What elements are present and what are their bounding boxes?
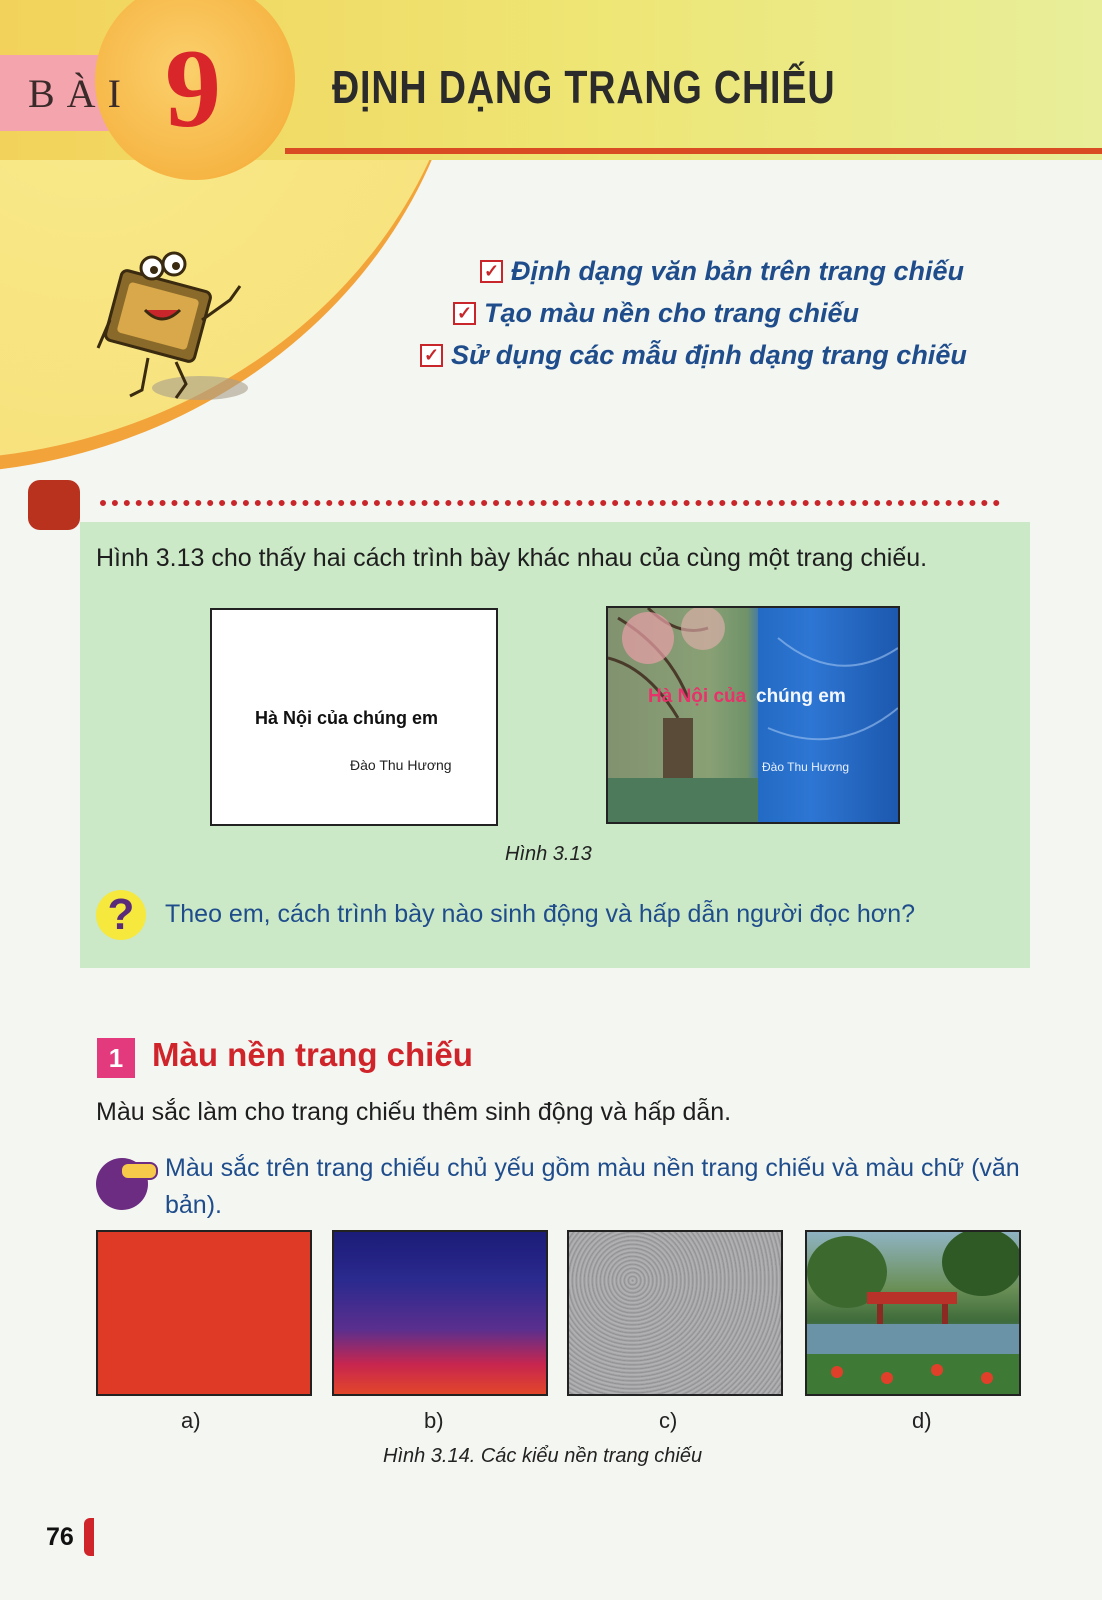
figure-caption: Hình 3.13 [505,843,592,865]
page-number: 76 [46,1523,74,1551]
key-icon [120,1162,158,1180]
thumbnail-label: d) [912,1408,932,1433]
question-text: Theo em, cách trình bày nào sinh động và hấp dẫn người đọc hơn? [165,900,916,928]
lesson-label: BÀI [28,71,133,116]
lesson-number: 9 [165,27,221,151]
page-tab [84,1518,94,1556]
thumbnail-label: c) [659,1408,678,1433]
styled-slide-artwork [608,608,898,822]
styled-slide-title-part2: chúng em [756,686,846,707]
section-title: Màu nền trang chiếu [152,1036,473,1073]
objective-text: Định dạng văn bản trên trang chiếu [511,256,965,286]
header-rule [285,148,1102,154]
lesson-title: ĐỊNH DẠNG TRANG CHIẾU [332,61,836,113]
thumbnail-label: b) [424,1408,444,1433]
plain-slide-title: Hà Nội của chúng em [255,708,439,728]
section-body: Màu sắc làm cho trang chiếu thêm sinh động và hấp dẫn. [96,1098,732,1126]
activity-icon [28,480,80,530]
figure-caption: Hình 3.14. Các kiểu nền trang chiếu [383,1445,703,1467]
styled-slide-title-part1: Hà Nội của [648,686,747,707]
background-gradient-thumbnail [332,1230,548,1396]
checkbox-icon: ✓ [453,302,476,325]
objective-item [453,298,859,329]
checkbox-icon: ✓ [480,260,503,283]
question-icon: ? [96,890,146,940]
landscape-artwork [807,1232,1019,1394]
checkbox-icon: ✓ [420,344,443,367]
styled-slide-example [606,606,900,824]
objective-text: Tạo màu nền cho trang chiếu [484,298,860,328]
intro-text: Hình 3.13 cho thấy hai cách trình bày khác nhau của cùng một trang chiếu. [96,544,928,572]
styled-slide-author: Đào Thu Hương [762,760,850,774]
objective-item [480,256,964,287]
plain-slide-author: Đào Thu Hương [350,757,452,773]
background-solid-thumbnail [96,1230,312,1396]
background-texture-thumbnail [567,1230,783,1396]
thumbnail-label: a) [181,1408,201,1433]
objective-item [420,340,967,371]
section-number: 1 [97,1038,135,1078]
background-photo-thumbnail [805,1230,1021,1396]
objective-text: Sử dụng các mẫu định dạng trang chiếu [451,340,967,370]
mascot-illustration [90,250,260,410]
remember-text: Màu sắc trên trang chiếu chủ yếu gồm màu nền trang chiếu và màu chữ (văn bản). [165,1154,1020,1219]
dotted-divider [100,500,1000,506]
